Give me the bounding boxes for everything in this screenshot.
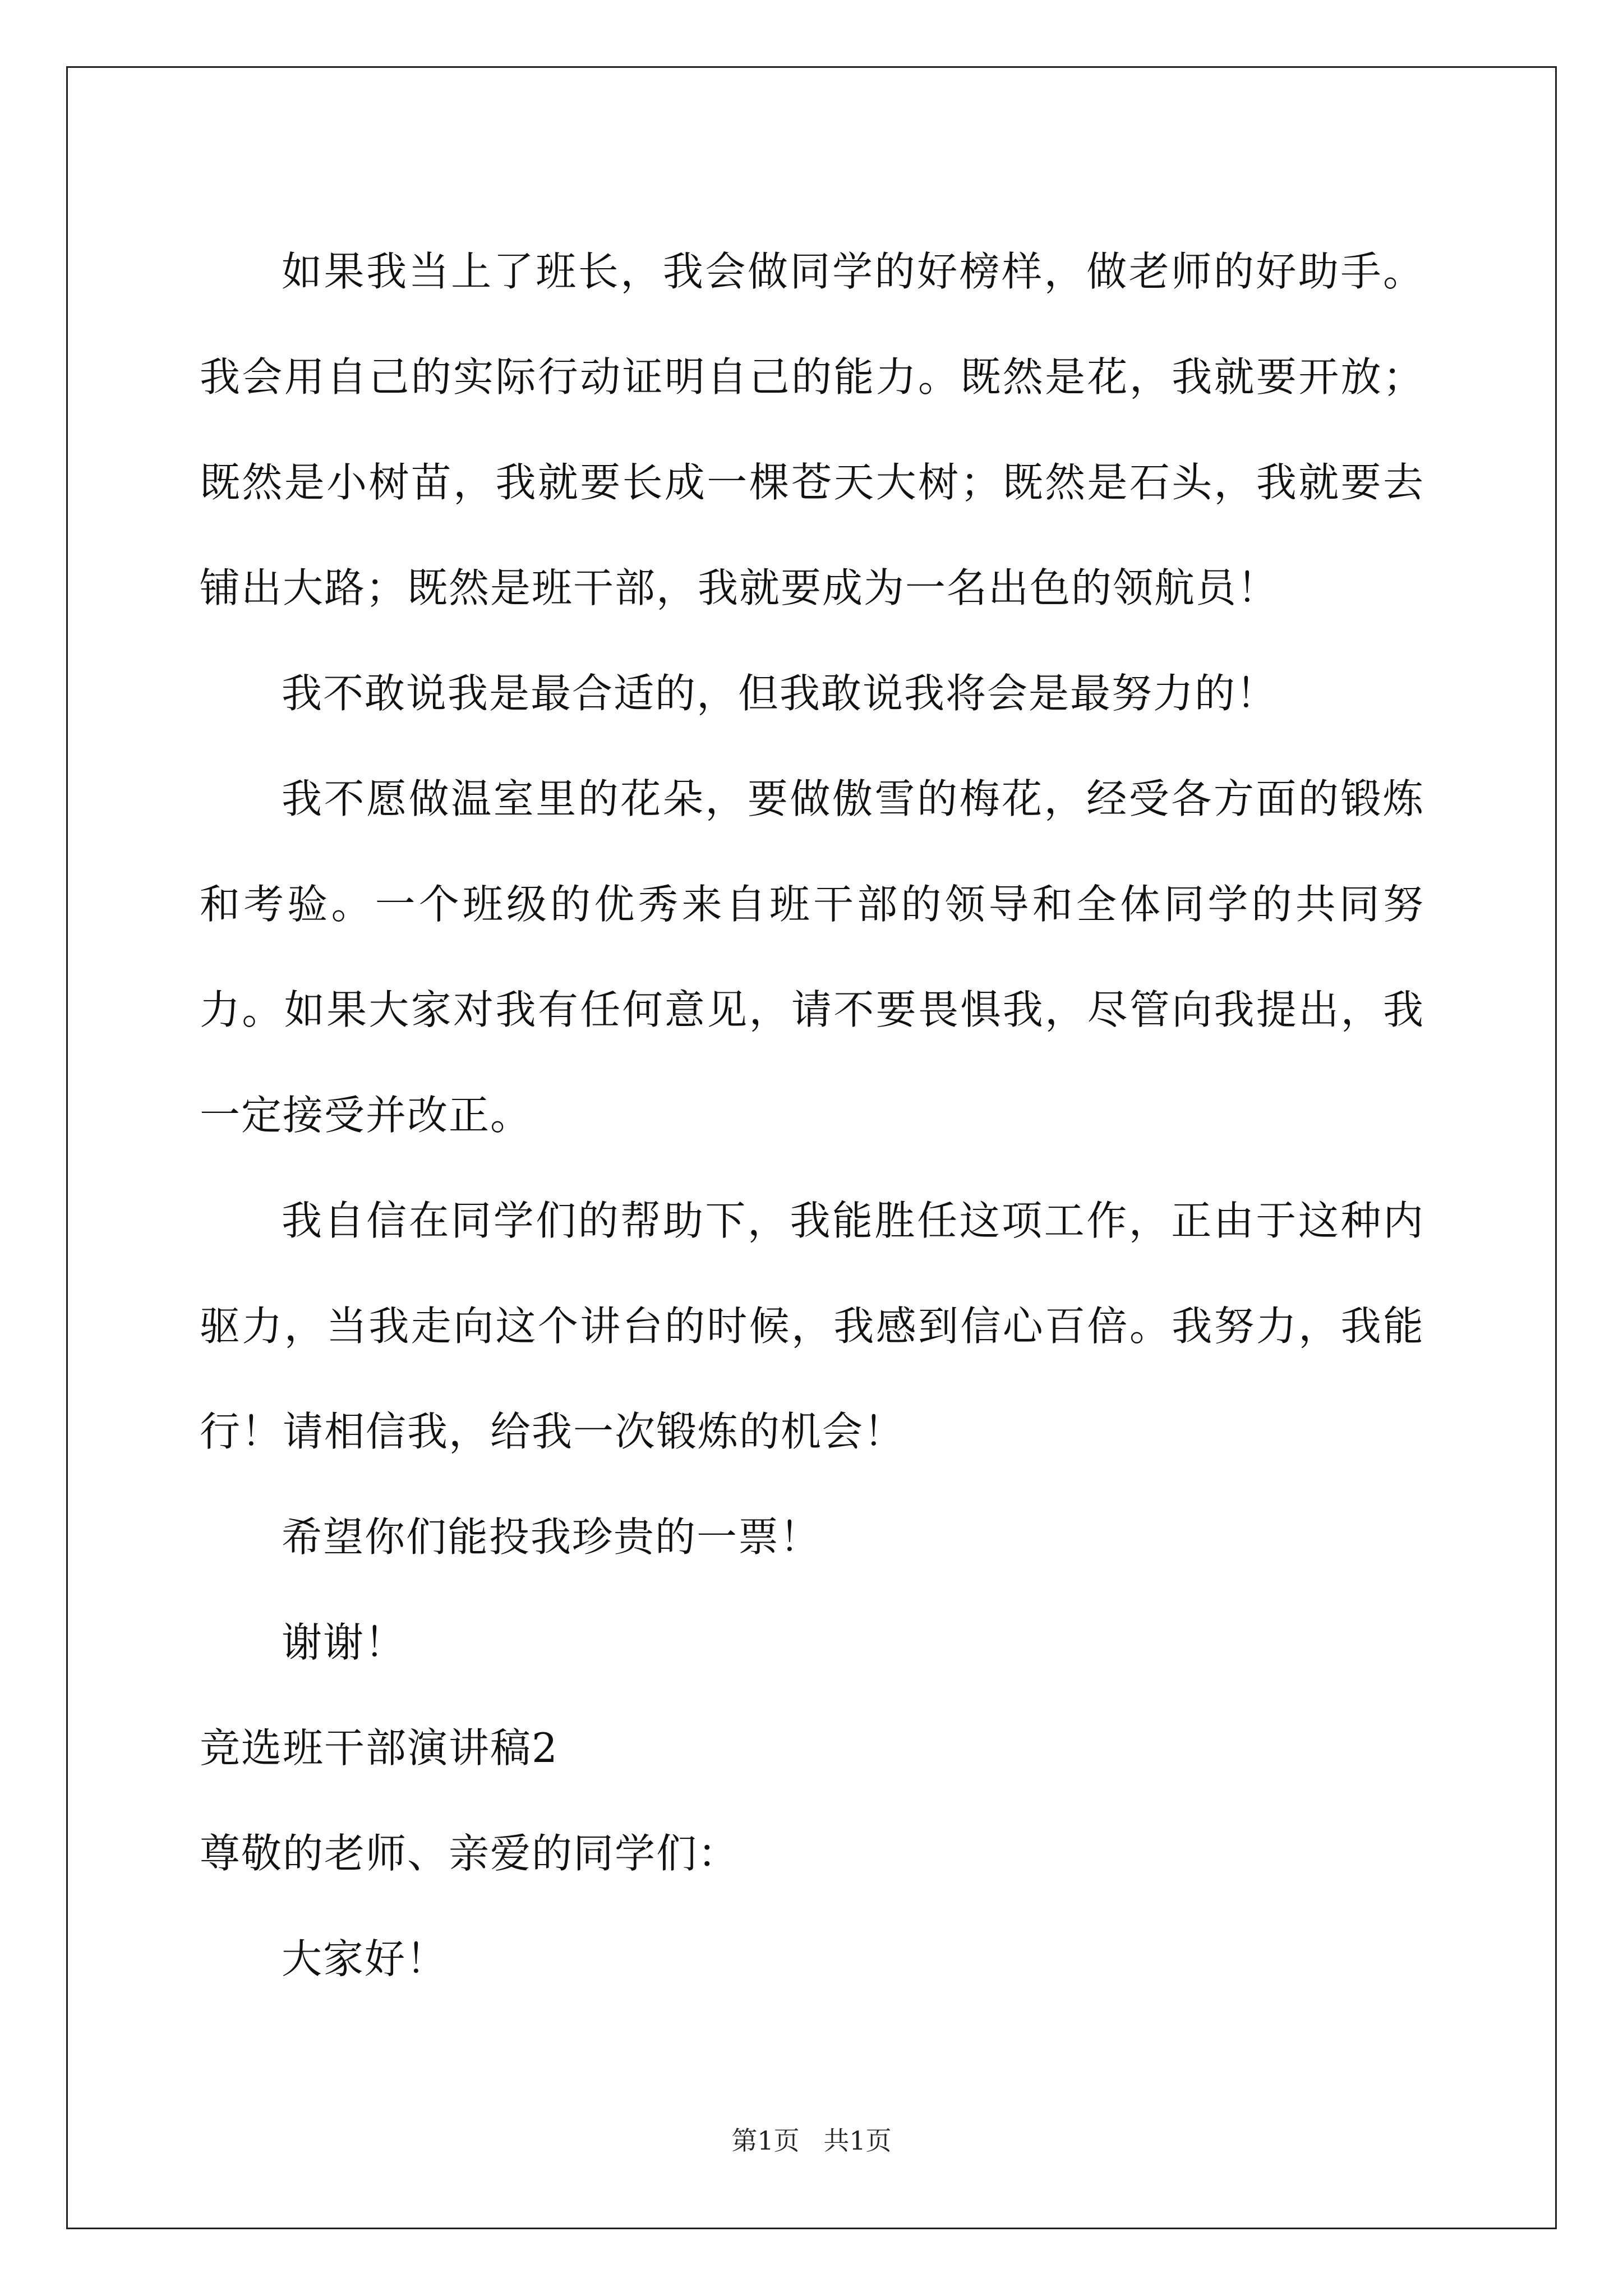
salutation: 尊敬的老师、亲爱的同学们：	[200, 1830, 740, 1877]
greeting: 大家好！	[282, 1935, 448, 1982]
page-total: 共1页	[823, 2125, 892, 2156]
paragraph-6: 谢谢！	[282, 1619, 407, 1666]
document-body	[200, 219, 1424, 2012]
page-current: 第1页	[731, 2125, 800, 2156]
paragraph-1: 如果我当上了班长，我会做同学的好榜样，做老师的好助手。我会用自己的实际行动证明自己的能力。既然是花，我就要开放；既然是小树苗，我就要长成一棵苍天大树；既然是石头，我就要去铺出大路；既然是班干部，我就要成为一名出色的领航员！	[200, 248, 1424, 611]
paragraph-2: 我不敢说我是最合适的，但我敢说我将会是最努力的！	[282, 670, 1278, 717]
page-footer	[0, 2120, 1623, 2157]
section-title: 竞选班干部演讲稿2	[200, 1724, 559, 1772]
paragraph-5: 希望你们能投我珍贵的一票！	[282, 1513, 822, 1561]
paragraph-3: 我不愿做温室里的花朵，要做傲雪的梅花，经受各方面的锻炼和考验。一个班级的优秀来自班干部的领导和全体同学的共同努力。如果大家对我有任何意见，请不要畏惧我，尽管向我提出，我一定接受并改正。	[200, 775, 1424, 1139]
paragraph-4: 我自信在同学们的帮助下，我能胜任这项工作，正由于这种内驱力，当我走向这个讲台的时候，我感到信心百倍。我努力，我能行！请相信我，给我一次锻炼的机会！	[200, 1197, 1424, 1455]
